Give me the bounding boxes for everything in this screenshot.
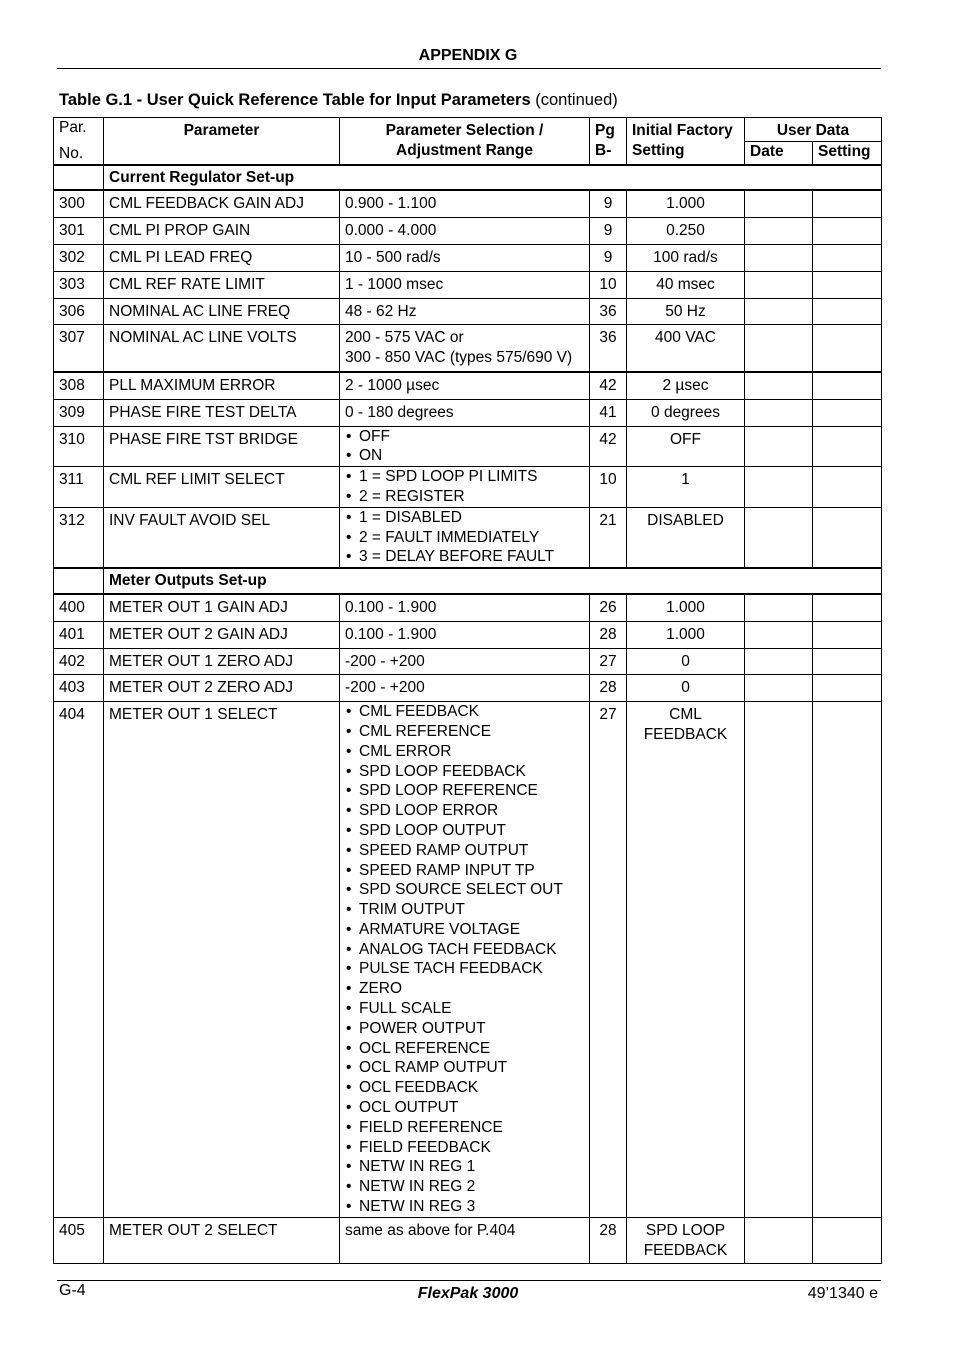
footer-document-number: 49’1340 e bbox=[807, 1285, 878, 1302]
header-pg-line2: B- bbox=[595, 141, 612, 159]
option-item: • SPEED RAMP INPUT TP bbox=[345, 861, 584, 881]
user-setting-cell bbox=[813, 218, 882, 245]
user-date-cell bbox=[745, 675, 813, 702]
header-selection-line2: Adjustment Range bbox=[396, 141, 533, 159]
option-item: • FIELD FEEDBACK bbox=[345, 1138, 584, 1158]
table-row bbox=[54, 1217, 882, 1264]
factory-setting-cell bbox=[627, 594, 745, 621]
factory-line: FEEDBACK bbox=[643, 725, 728, 743]
parameter-name-cell: NOMINAL AC LINE VOLTS bbox=[104, 325, 340, 372]
range-line: 2 - 1000 µsec bbox=[345, 376, 440, 394]
options-list bbox=[345, 427, 584, 467]
page-ref-cell: 41 bbox=[590, 399, 627, 426]
factory-line: 0 degrees bbox=[651, 403, 720, 421]
table-row bbox=[54, 298, 882, 325]
section-row bbox=[54, 568, 882, 594]
header-pg bbox=[590, 118, 627, 165]
user-date-cell bbox=[745, 648, 813, 675]
range-line: 0.100 - 1.900 bbox=[345, 598, 437, 616]
user-setting-cell bbox=[813, 190, 882, 217]
page-ref-cell: 28 bbox=[590, 1217, 627, 1264]
range-cell bbox=[340, 325, 590, 372]
range-line: 48 - 62 Hz bbox=[345, 302, 417, 320]
range-cell bbox=[340, 190, 590, 217]
parameter-name-cell: METER OUT 2 SELECT bbox=[104, 1217, 340, 1264]
par-no-cell: 303 bbox=[54, 271, 104, 298]
page-ref-cell: 9 bbox=[590, 218, 627, 245]
parameter-name-cell: METER OUT 2 ZERO ADJ bbox=[104, 675, 340, 702]
factory-line: CML bbox=[669, 706, 702, 724]
parameter-name-cell: METER OUT 1 GAIN ADJ bbox=[104, 594, 340, 621]
options-list bbox=[345, 467, 584, 507]
table-caption bbox=[59, 91, 618, 110]
option-item: • SPD LOOP OUTPUT bbox=[345, 821, 584, 841]
section-empty-cell bbox=[54, 568, 104, 594]
user-setting-cell bbox=[813, 648, 882, 675]
table-body bbox=[54, 118, 882, 1264]
parameter-name-cell: CML REF RATE LIMIT bbox=[104, 271, 340, 298]
page-ref-cell: 42 bbox=[590, 426, 627, 467]
page-ref-cell: 27 bbox=[590, 702, 627, 1218]
parameter-name-cell: PLL MAXIMUM ERROR bbox=[104, 372, 340, 399]
range-line: same as above for P.404 bbox=[345, 1221, 516, 1239]
table-row bbox=[54, 467, 882, 508]
section-row bbox=[54, 165, 882, 191]
range-cell bbox=[340, 507, 590, 568]
parameter-name-cell: CML FEEDBACK GAIN ADJ bbox=[104, 190, 340, 217]
option-item: • TRIM OUTPUT bbox=[345, 900, 584, 920]
factory-setting-cell bbox=[627, 675, 745, 702]
option-item: • NETW IN REG 2 bbox=[345, 1177, 584, 1197]
range-line: 1 - 1000 msec bbox=[345, 275, 444, 293]
factory-setting-cell bbox=[627, 244, 745, 271]
section-title: Current Regulator Set-up bbox=[104, 165, 882, 191]
range-cell bbox=[340, 621, 590, 648]
user-date-cell bbox=[745, 244, 813, 271]
option-item: • SPD LOOP REFERENCE bbox=[345, 781, 584, 801]
page-ref-cell: 10 bbox=[590, 467, 627, 508]
range-line: 300 - 850 VAC (types 575/690 V) bbox=[345, 349, 573, 367]
factory-line: 50 Hz bbox=[665, 302, 706, 320]
parameter-name-cell: METER OUT 2 GAIN ADJ bbox=[104, 621, 340, 648]
option-item: • ARMATURE VOLTAGE bbox=[345, 920, 584, 940]
parameter-name-cell: CML REF LIMIT SELECT bbox=[104, 467, 340, 508]
factory-line: 400 VAC bbox=[655, 329, 716, 347]
table-row bbox=[54, 702, 882, 1218]
option-item: • SPD LOOP FEEDBACK bbox=[345, 762, 584, 782]
factory-line: 1.000 bbox=[666, 625, 705, 643]
user-date-cell bbox=[745, 702, 813, 1218]
user-setting-cell bbox=[813, 298, 882, 325]
range-cell bbox=[340, 298, 590, 325]
par-no-cell: 301 bbox=[54, 218, 104, 245]
option-item: • SPD SOURCE SELECT OUT bbox=[345, 880, 584, 900]
user-setting-cell bbox=[813, 325, 882, 372]
range-cell bbox=[340, 271, 590, 298]
option-item: • 3 = DELAY BEFORE FAULT bbox=[345, 547, 584, 567]
range-cell bbox=[340, 467, 590, 508]
factory-setting-cell bbox=[627, 271, 745, 298]
user-date-cell bbox=[745, 399, 813, 426]
factory-line: 1 bbox=[681, 471, 690, 489]
factory-setting-cell bbox=[627, 325, 745, 372]
factory-line: 2 µsec bbox=[662, 376, 709, 394]
parameter-name-cell: CML PI PROP GAIN bbox=[104, 218, 340, 245]
factory-setting-cell bbox=[627, 467, 745, 508]
user-date-cell bbox=[745, 325, 813, 372]
user-setting-cell bbox=[813, 621, 882, 648]
caption-suffix: (continued) bbox=[530, 91, 618, 109]
table-row bbox=[54, 507, 882, 568]
par-no-cell: 309 bbox=[54, 399, 104, 426]
parameter-name-cell: CML PI LEAD FREQ bbox=[104, 244, 340, 271]
user-setting-cell bbox=[813, 702, 882, 1218]
factory-setting-cell bbox=[627, 190, 745, 217]
range-line: -200 - +200 bbox=[345, 652, 425, 670]
factory-setting-cell bbox=[627, 1217, 745, 1264]
factory-line: 0.250 bbox=[666, 222, 705, 240]
factory-line: 1.000 bbox=[666, 195, 705, 213]
option-item: • CML ERROR bbox=[345, 742, 584, 762]
parameter-name-cell: METER OUT 1 SELECT bbox=[104, 702, 340, 1218]
user-date-cell bbox=[745, 426, 813, 467]
par-no-cell: 312 bbox=[54, 507, 104, 568]
section-empty-cell bbox=[54, 165, 104, 191]
header-selection bbox=[340, 118, 590, 165]
table-row bbox=[54, 190, 882, 217]
par-no-cell: 400 bbox=[54, 594, 104, 621]
options-list bbox=[345, 508, 584, 567]
footer-rule bbox=[57, 1280, 881, 1281]
table-row bbox=[54, 399, 882, 426]
table-row bbox=[54, 244, 882, 271]
user-setting-cell bbox=[813, 372, 882, 399]
factory-line: FEEDBACK bbox=[643, 1241, 728, 1259]
option-item: • 1 = SPD LOOP PI LIMITS bbox=[345, 467, 584, 487]
option-item: • SPEED RAMP OUTPUT bbox=[345, 841, 584, 861]
caption-title: Table G.1 - User Quick Reference Table for Input Parameters bbox=[59, 91, 531, 109]
table-row bbox=[54, 218, 882, 245]
page-ref-cell: 10 bbox=[590, 271, 627, 298]
par-no-cell: 401 bbox=[54, 621, 104, 648]
par-no-cell: 300 bbox=[54, 190, 104, 217]
range-cell bbox=[340, 675, 590, 702]
user-date-cell bbox=[745, 621, 813, 648]
factory-line: 100 rad/s bbox=[653, 248, 718, 266]
par-no-cell: 404 bbox=[54, 702, 104, 1218]
factory-setting-cell bbox=[627, 702, 745, 1218]
header-pg-line1: Pg bbox=[595, 122, 615, 139]
user-setting-cell bbox=[813, 1217, 882, 1264]
option-item: • CML REFERENCE bbox=[345, 722, 584, 742]
header-factory-line2: Setting bbox=[632, 141, 685, 159]
par-no-cell: 307 bbox=[54, 325, 104, 372]
user-date-cell bbox=[745, 467, 813, 508]
factory-line: SPD LOOP bbox=[645, 1221, 726, 1239]
footer-product: FlexPak 3000 bbox=[417, 1285, 519, 1302]
option-item: • 1 = DISABLED bbox=[345, 508, 584, 528]
header-rule bbox=[57, 68, 881, 69]
header-user-data: User Data bbox=[745, 118, 882, 142]
appendix-heading: APPENDIX G bbox=[418, 47, 518, 64]
factory-line: OFF bbox=[670, 430, 701, 448]
par-no-cell: 302 bbox=[54, 244, 104, 271]
factory-setting-cell bbox=[627, 298, 745, 325]
page-ref-cell: 9 bbox=[590, 190, 627, 217]
factory-setting-cell bbox=[627, 426, 745, 467]
header-par: Par. bbox=[59, 119, 87, 136]
option-item: • FIELD REFERENCE bbox=[345, 1118, 584, 1138]
factory-line: 0 bbox=[681, 679, 690, 697]
parameter-name-cell: METER OUT 1 ZERO ADJ bbox=[104, 648, 340, 675]
option-item: • NETW IN REG 3 bbox=[345, 1197, 584, 1217]
table-row bbox=[54, 372, 882, 399]
par-no-cell: 405 bbox=[54, 1217, 104, 1264]
user-setting-cell bbox=[813, 594, 882, 621]
factory-line: 0 bbox=[681, 652, 690, 670]
table-row bbox=[54, 271, 882, 298]
header-date: Date bbox=[745, 142, 813, 165]
range-line: 200 - 575 VAC or bbox=[345, 329, 464, 347]
user-setting-cell bbox=[813, 467, 882, 508]
user-date-cell bbox=[745, 1217, 813, 1264]
range-line: 0 - 180 degrees bbox=[345, 403, 454, 421]
quick-reference-table bbox=[53, 117, 882, 1264]
parameter-name-cell: NOMINAL AC LINE FREQ bbox=[104, 298, 340, 325]
range-line: 10 - 500 rad/s bbox=[345, 248, 441, 266]
range-cell bbox=[340, 244, 590, 271]
page-ref-cell: 27 bbox=[590, 648, 627, 675]
range-line: 0.000 - 4.000 bbox=[345, 222, 437, 240]
user-date-cell bbox=[745, 218, 813, 245]
factory-line: 40 msec bbox=[656, 275, 715, 293]
page-ref-cell: 21 bbox=[590, 507, 627, 568]
par-no-cell: 306 bbox=[54, 298, 104, 325]
option-item: • NETW IN REG 1 bbox=[345, 1157, 584, 1177]
parameter-name-cell: INV FAULT AVOID SEL bbox=[104, 507, 340, 568]
user-setting-cell bbox=[813, 507, 882, 568]
range-cell bbox=[340, 218, 590, 245]
section-title: Meter Outputs Set-up bbox=[104, 568, 882, 594]
header-setting: Setting bbox=[813, 142, 882, 165]
range-cell bbox=[340, 426, 590, 467]
option-item: • POWER OUTPUT bbox=[345, 1019, 584, 1039]
range-line: 0.900 - 1.100 bbox=[345, 195, 437, 213]
user-setting-cell bbox=[813, 399, 882, 426]
option-item: • ON bbox=[345, 446, 584, 466]
page-ref-cell: 36 bbox=[590, 298, 627, 325]
factory-setting-cell bbox=[627, 372, 745, 399]
option-item: • ZERO bbox=[345, 979, 584, 999]
header-par-no bbox=[54, 118, 104, 165]
option-item: • OCL REFERENCE bbox=[345, 1039, 584, 1059]
factory-setting-cell bbox=[627, 399, 745, 426]
parameter-name-cell: PHASE FIRE TEST DELTA bbox=[104, 399, 340, 426]
table-row bbox=[54, 594, 882, 621]
option-item: • ANALOG TACH FEEDBACK bbox=[345, 940, 584, 960]
header-no: No. bbox=[59, 144, 84, 162]
user-setting-cell bbox=[813, 675, 882, 702]
factory-setting-cell bbox=[627, 507, 745, 568]
table-row bbox=[54, 648, 882, 675]
page-ref-cell: 9 bbox=[590, 244, 627, 271]
user-setting-cell bbox=[813, 271, 882, 298]
header-row bbox=[54, 118, 882, 142]
table-row bbox=[54, 426, 882, 467]
table-row bbox=[54, 325, 882, 372]
option-item: • 2 = REGISTER bbox=[345, 487, 584, 507]
user-setting-cell bbox=[813, 244, 882, 271]
range-cell bbox=[340, 372, 590, 399]
option-item: • OCL RAMP OUTPUT bbox=[345, 1058, 584, 1078]
user-date-cell bbox=[745, 507, 813, 568]
factory-setting-cell bbox=[627, 218, 745, 245]
user-date-cell bbox=[745, 298, 813, 325]
header-selection-line1: Parameter Selection / bbox=[385, 122, 544, 139]
range-line: -200 - +200 bbox=[345, 679, 425, 697]
page-ref-cell: 42 bbox=[590, 372, 627, 399]
header-factory-line1: Initial Factory bbox=[632, 122, 733, 139]
table-row bbox=[54, 621, 882, 648]
range-cell bbox=[340, 594, 590, 621]
range-cell bbox=[340, 1217, 590, 1264]
factory-line: DISABLED bbox=[647, 511, 724, 529]
factory-setting-cell bbox=[627, 621, 745, 648]
factory-line: 1.000 bbox=[666, 598, 705, 616]
range-cell bbox=[340, 702, 590, 1218]
par-no-cell: 402 bbox=[54, 648, 104, 675]
header-factory bbox=[627, 118, 745, 165]
parameter-name-cell: PHASE FIRE TST BRIDGE bbox=[104, 426, 340, 467]
footer-page-number: G-4 bbox=[59, 1282, 86, 1299]
option-item: • OCL OUTPUT bbox=[345, 1098, 584, 1118]
page-ref-cell: 26 bbox=[590, 594, 627, 621]
user-date-cell bbox=[745, 594, 813, 621]
page-ref-cell: 28 bbox=[590, 621, 627, 648]
range-cell bbox=[340, 648, 590, 675]
option-item: • OFF bbox=[345, 427, 584, 447]
table-row bbox=[54, 675, 882, 702]
options-list bbox=[345, 702, 584, 1217]
option-item: • OCL FEEDBACK bbox=[345, 1078, 584, 1098]
par-no-cell: 310 bbox=[54, 426, 104, 467]
header-parameter: Parameter bbox=[104, 118, 340, 165]
par-no-cell: 308 bbox=[54, 372, 104, 399]
page-ref-cell: 28 bbox=[590, 675, 627, 702]
range-cell bbox=[340, 399, 590, 426]
factory-setting-cell bbox=[627, 648, 745, 675]
range-line: 0.100 - 1.900 bbox=[345, 625, 437, 643]
par-no-cell: 311 bbox=[54, 467, 104, 508]
option-item: • 2 = FAULT IMMEDIATELY bbox=[345, 528, 584, 548]
option-item: • CML FEEDBACK bbox=[345, 702, 584, 722]
user-date-cell bbox=[745, 190, 813, 217]
option-item: • PULSE TACH FEEDBACK bbox=[345, 959, 584, 979]
user-setting-cell bbox=[813, 426, 882, 467]
user-date-cell bbox=[745, 372, 813, 399]
page-ref-cell: 36 bbox=[590, 325, 627, 372]
user-date-cell bbox=[745, 271, 813, 298]
option-item: • FULL SCALE bbox=[345, 999, 584, 1019]
option-item: • SPD LOOP ERROR bbox=[345, 801, 584, 821]
par-no-cell: 403 bbox=[54, 675, 104, 702]
